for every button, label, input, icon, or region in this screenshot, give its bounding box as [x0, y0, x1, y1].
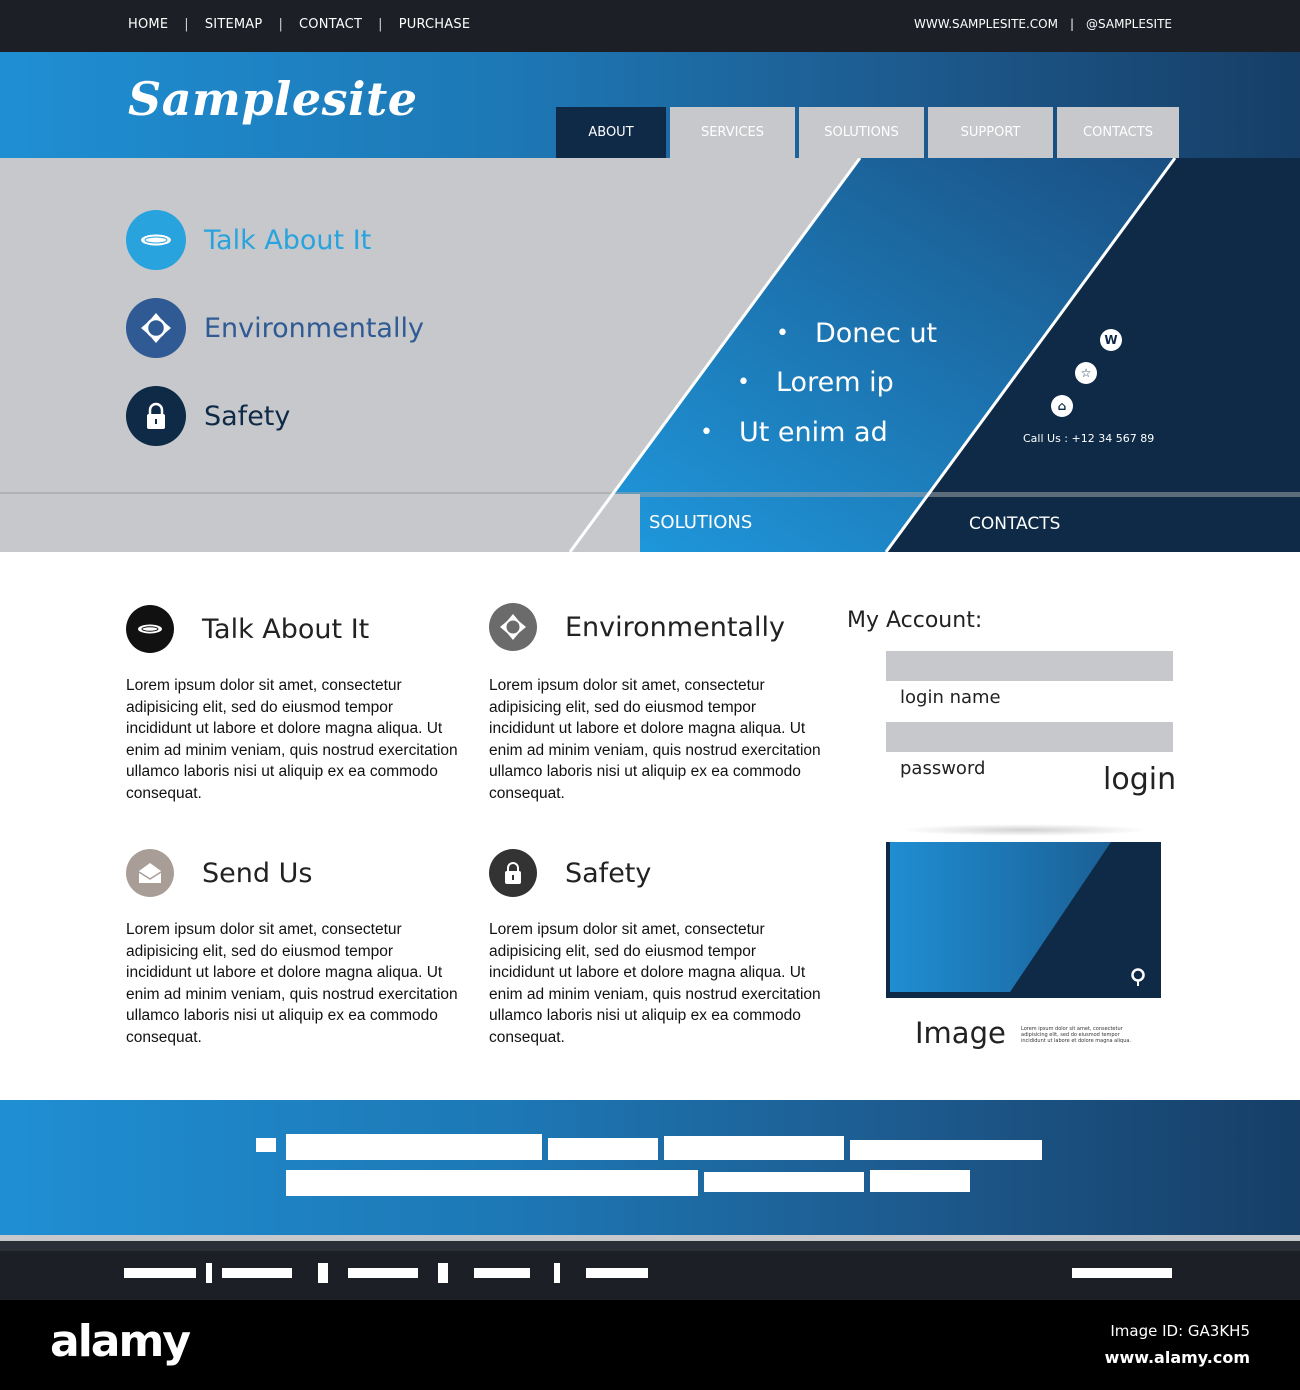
tab-services[interactable]: SERVICES [670, 107, 795, 158]
footer-banner [0, 1100, 1300, 1235]
column-title: Talk About It [202, 613, 370, 645]
footer-text-placeholder [0, 1100, 1300, 1235]
top-nav-sitemap[interactable]: SITEMAP [204, 17, 263, 32]
nav-separator: | [378, 17, 383, 32]
stock-brand-logo: alamy [50, 1316, 189, 1367]
column-text: Lorem ipsum dolor sit amet, consectetur adipisicing elit, sed do eiusmod tempor incididunt ut labore et dolore magna aliqua. Ut enim ad minim veniam, quis nostrud exercitation ullamco laboris nisi ut aliquip ex ea commodo consequat. [126, 921, 458, 1046]
nav-separator: | [184, 17, 189, 32]
bottom-bar [0, 1241, 1300, 1300]
top-bar [0, 0, 1300, 52]
tab-solutions[interactable]: SOLUTIONS [799, 107, 924, 158]
column-text: Lorem ipsum dolor sit amet, consectetur adipisicing elit, sed do eiusmod tempor incididunt ut labore et dolore magna aliqua. Ut enim ad minim veniam, quis nostrud exercitation ullamco laboris nisi ut aliquip ex ea commodo consequat. [489, 921, 821, 1046]
stock-url: www.alamy.com [1104, 1348, 1250, 1367]
password-label: password [900, 758, 986, 779]
stock-watermark-bar [0, 1300, 1300, 1390]
image-shadow [900, 824, 1150, 836]
column-heading-environment [489, 603, 785, 651]
column-title: Environmentally [565, 611, 785, 643]
top-nav-home[interactable]: HOME [128, 17, 169, 32]
hero-feature-talk[interactable] [126, 210, 371, 270]
hero-bullet: • Lorem ip [737, 367, 894, 398]
column-title: Safety [565, 857, 652, 889]
envelope-icon [126, 849, 174, 897]
image-caption: Image [915, 1016, 1006, 1050]
hero-banner [0, 158, 1300, 552]
top-links [914, 17, 1172, 31]
main-nav [556, 107, 1183, 158]
hero-bullet: • Ut enim ad [700, 417, 888, 448]
tab-about[interactable]: ABOUT [556, 107, 666, 158]
location-pin-icon [1130, 968, 1146, 988]
site-header [0, 52, 1300, 158]
column-title: Send Us [202, 857, 313, 889]
tab-contacts[interactable]: CONTACTS [1057, 107, 1179, 158]
padlock-icon [489, 849, 537, 897]
hero-bullet: • Donec ut [776, 318, 937, 349]
column-text: Lorem ipsum dolor sit amet, consectetur adipisicing elit, sed do eiusmod tempor incididunt ut labore et dolore magna aliqua. Ut enim ad minim veniam, quis nostrud exercitation ullamco laboris nisi ut aliquip ex ea commodo consequat. [126, 677, 458, 802]
website-link[interactable]: WWW.SAMPLESITE.COM [913, 17, 1058, 31]
hero-feature-label: Safety [204, 400, 291, 432]
site-logo[interactable]: Samplesite [128, 72, 418, 126]
hero-tab-contacts[interactable]: CONTACTS [969, 514, 1061, 534]
hero-feature-label: Talk About It [204, 224, 372, 256]
login-name-input[interactable] [886, 651, 1173, 681]
bottom-links-placeholder [0, 1241, 1300, 1300]
top-nav-contact[interactable]: CONTACT [299, 17, 363, 32]
account-title: My Account: [847, 608, 983, 633]
padlock-icon [126, 386, 186, 446]
hero-feature-label: Environmentally [204, 312, 424, 344]
nav-separator: | [1069, 17, 1075, 31]
tab-support[interactable]: SUPPORT [928, 107, 1053, 158]
column-heading-send [126, 849, 312, 897]
image-description: Lorem ipsum dolor sit amet, consectetur adipisicing elit, sed do eiusmod tempor incididunt ut labore et dolore magna aliqua. [1021, 1026, 1132, 1044]
column-heading-safety [489, 849, 651, 897]
login-button[interactable]: login [1103, 762, 1177, 797]
column-heading-talk [126, 605, 369, 653]
stock-image-id: Image ID: GA3KH5 [1110, 1322, 1250, 1340]
blimp-icon [126, 605, 174, 653]
recycle-icon [489, 603, 537, 651]
image-thumbnail[interactable] [886, 842, 1161, 998]
social-handle-link[interactable]: @SAMPLESITE [1086, 17, 1172, 31]
hero-feature-environment[interactable] [126, 298, 424, 358]
recycle-icon [126, 298, 186, 358]
password-input[interactable] [886, 722, 1173, 752]
call-us-text: Call Us : +12 34 567 89 [1023, 432, 1155, 445]
nav-separator: | [278, 17, 284, 32]
star-icon[interactable]: ☆ [1075, 362, 1097, 384]
login-name-label: login name [900, 687, 1001, 708]
web-icon[interactable]: W [1100, 329, 1122, 351]
hero-tab-solutions[interactable]: SOLUTIONS [649, 512, 753, 533]
top-nav [128, 17, 470, 32]
column-text: Lorem ipsum dolor sit amet, consectetur adipisicing elit, sed do eiusmod tempor incididunt ut labore et dolore magna aliqua. Ut enim ad minim veniam, quis nostrud exercitation ullamco laboris nisi ut aliquip ex ea commodo consequat. [489, 677, 821, 802]
blimp-icon [126, 210, 186, 270]
top-nav-purchase[interactable]: PURCHASE [398, 17, 471, 32]
hero-feature-safety[interactable] [126, 386, 290, 446]
home-icon[interactable]: ⌂ [1051, 395, 1073, 417]
